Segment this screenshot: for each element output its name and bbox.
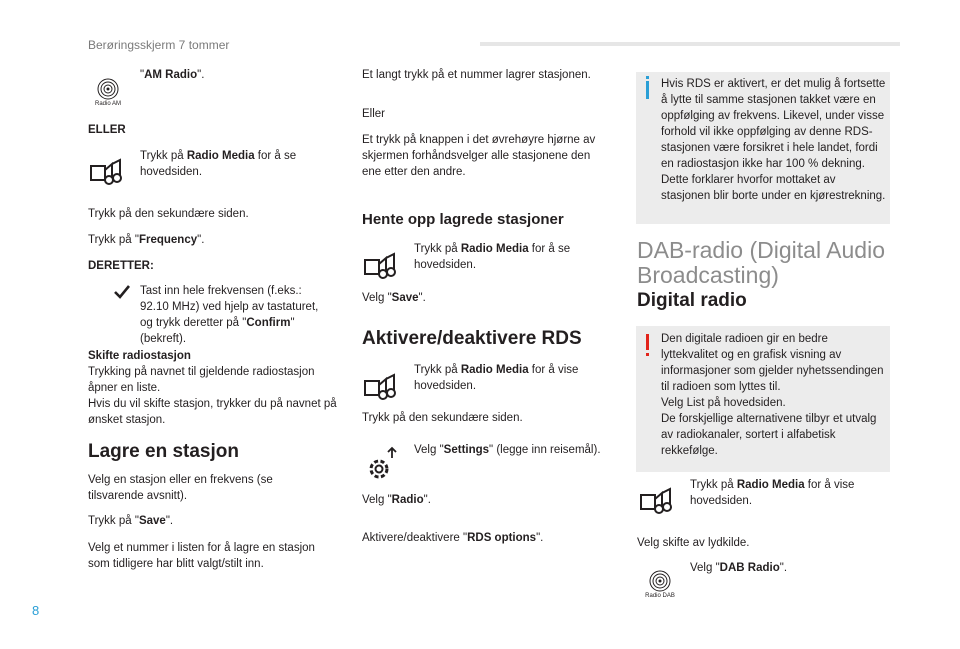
warning-icon xyxy=(646,334,649,350)
radio-media-icon xyxy=(364,252,402,287)
rds-secondary-instruction: Trykk på den sekundære siden. xyxy=(362,412,523,424)
corner-press-text: Et trykk på knappen i det øvrehøyre hjørne av skjermen forhåndsvelger alle stasjonene den ene etter den andre. xyxy=(362,134,596,178)
switch-station-text-1: Trykking på navnet til gjeldende radiostasjon åpner en liste. xyxy=(88,366,315,394)
save-station-text-1: Velg en stasjon eller en frekvens (se tilsvarende avsnitt). xyxy=(88,474,273,502)
info-icon xyxy=(646,81,649,99)
page-number: 8 xyxy=(32,603,40,618)
recall-save-instruction: Velg "Save". xyxy=(362,292,426,304)
switch-station-heading: Skifte radiostasjon xyxy=(88,350,191,362)
deretter-label: DERETTER: xyxy=(88,260,154,272)
warning-text-2: Velg List på hovedsiden. xyxy=(661,397,786,409)
eller-label: ELLER xyxy=(88,124,126,136)
long-press-text: Et langt trykk på et nummer lagrer stasjonen. xyxy=(362,69,591,81)
eller-text: Eller xyxy=(362,108,386,120)
save-station-heading: Lagre en stasjon xyxy=(88,441,239,462)
digital-radio-heading: Digital radio xyxy=(637,290,747,311)
recall-stations-heading: Hente opp lagrede stasjoner xyxy=(362,211,564,228)
rds-info-note-text: Hvis RDS er aktivert, er det mulig å fortsette å lytte til samme stasjonen takket være en oppfølging av frekvens. Likevel, under visse forhold vil ikke oppfølging av denne RDS-stasjonen være forsikret i hele landet, fordi en radiostasjon ikke har 100 % dekning. Dette forklarer hvorfor mottaket av stasjonen blir borte under en kjørestrekning. xyxy=(661,78,886,202)
dab-radio-instruction: Velg "DAB Radio". xyxy=(690,562,788,574)
dab-media-instruction: Trykk på Radio Media for å vise hovedsiden. xyxy=(690,479,855,507)
am-radio-instruction: "AM Radio". xyxy=(140,69,205,81)
digital-radio-warning-note xyxy=(636,326,890,472)
rds-info-note xyxy=(636,72,890,224)
rds-radio-instruction: Velg "Radio". xyxy=(362,494,431,506)
switch-station-text-2: Hvis du vil skifte stasjon, trykker du på navnet på ønsket stasjon. xyxy=(88,398,337,426)
radio-media-icon xyxy=(640,487,678,522)
enter-frequency-instruction: Tast inn hele frekvensen (f.eks.: 92.10 MHz) ved hjelp av tastaturet, og trykk deretter på "Confirm" (bekreft). xyxy=(140,285,319,345)
radio-am-icon-label: Radio AM xyxy=(94,101,121,107)
radio-media-instruction: Trykk på Radio Media for å se hovedsiden. xyxy=(140,150,297,178)
rds-heading: Aktivere/deaktivere RDS xyxy=(362,328,582,349)
rds-settings-instruction: Velg "Settings" (legge inn reisemål). xyxy=(414,444,601,456)
settings-icon xyxy=(366,446,400,487)
frequency-instruction: Trykk på "Frequency". xyxy=(88,234,205,246)
radio-media-icon xyxy=(90,158,128,193)
radio-am-icon xyxy=(88,76,128,115)
save-station-text-2: Velg et nummer i listen for å lagre en stasjon som tidligere har blitt valgt/stilt inn. xyxy=(88,542,315,570)
secondary-page-instruction: Trykk på den sekundære siden. xyxy=(88,208,249,220)
warning-text-3: De forskjellige alternativene tilbyr et utvalg av radiokanaler, sortert i alfabetisk rekkefølge. xyxy=(661,413,877,457)
save-instruction: Trykk på "Save". xyxy=(88,515,174,527)
checkmark-icon xyxy=(114,285,130,304)
radio-media-icon xyxy=(364,373,402,408)
radio-dab-icon-label: Radio DAB xyxy=(645,593,675,599)
recall-media-instruction: Trykk på Radio Media for å se hovedsiden. xyxy=(414,243,571,271)
rds-media-instruction: Trykk på Radio Media for å vise hovedsiden. xyxy=(414,364,579,392)
page-header-title: Berøringsskjerm 7 tommer xyxy=(88,38,230,52)
rds-options-instruction: Aktivere/deaktivere "RDS options". xyxy=(362,532,544,544)
header-divider xyxy=(480,42,900,46)
audio-source-instruction: Velg skifte av lydkilde. xyxy=(637,537,750,549)
dab-radio-heading: DAB-radio (Digital Audio Broadcasting) xyxy=(637,237,886,288)
radio-dab-icon xyxy=(640,568,680,607)
warning-text-1: Den digitale radioen gir en bedre lyttekvalitet og en grafisk visning av informasjoner som gjelder nyhetssendingen til radioen som lyttes til. xyxy=(661,333,884,393)
